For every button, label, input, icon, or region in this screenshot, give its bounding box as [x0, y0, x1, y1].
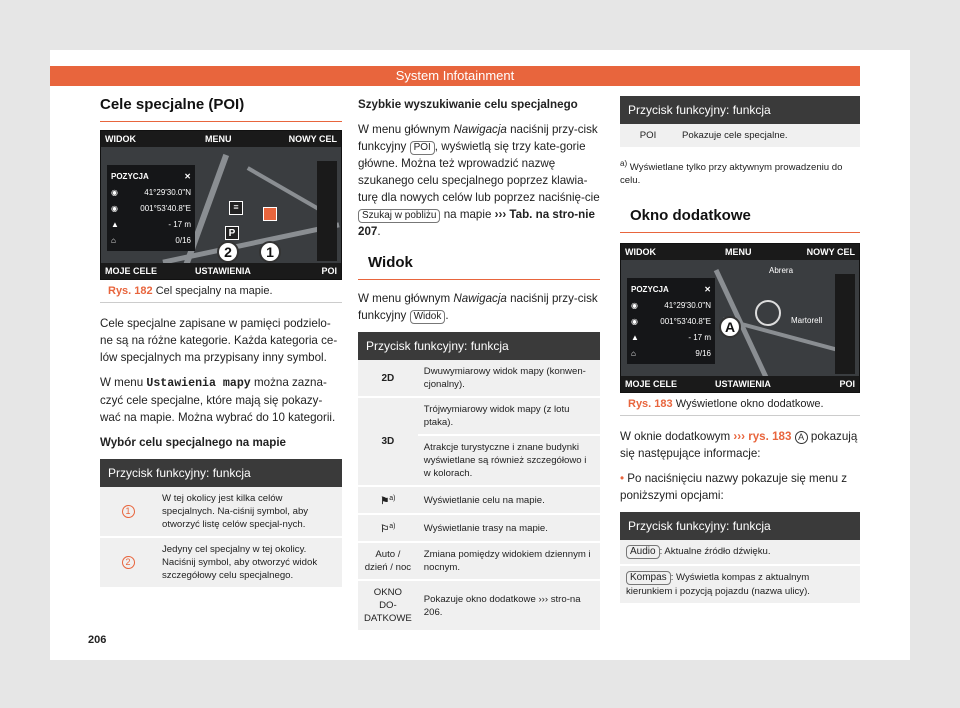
column-left	[100, 96, 342, 597]
close-icon[interactable]: ✕	[704, 285, 711, 295]
chapter-header: System Infotainment	[50, 66, 860, 86]
globe-icon: ◉	[631, 317, 638, 327]
compass-key[interactable]: Kompas	[626, 571, 671, 585]
row-key: Auto / dzień / noc	[358, 542, 418, 580]
table-row	[100, 537, 342, 588]
map-2d-icon: 2D	[381, 372, 395, 384]
footnote: $^{a)}$ Wyświetlane tylko przy aktywnym prowadzeniu do celu.	[620, 159, 843, 187]
table-row: Audio : Aktualne źródło dźwięku.	[620, 540, 860, 565]
figure-caption	[100, 280, 342, 303]
view-key[interactable]: Widok	[410, 310, 446, 324]
globe-icon: ◉	[111, 188, 118, 197]
satellite-count: 9/16	[695, 349, 711, 359]
menu-name: Ustawienia mapy	[146, 377, 251, 390]
poi-function-table	[620, 96, 860, 149]
latitude: 41°29'30.0"N	[144, 188, 191, 197]
paragraph: W menu głównym Nawigacja naciśnij przy-cisk funkcyjny Widok .	[358, 292, 598, 322]
map-menu-button[interactable]: MENU	[725, 247, 752, 258]
map-top-bar	[101, 131, 341, 147]
table-row: Kompas : Wyświetla kompas z aktualnym kierunkiem i pozycją pojazdu (nazwa ulicy).	[620, 565, 860, 604]
paragraph: Cele specjalne zapisane w pamięci podzielo-ne są na różne kategorie. Każda kategoria ce-lów specjalnych ma przypisany inny symbol.	[100, 317, 338, 364]
row-text: Atrakcje turystyczne i znane budynki wyświetlane są również szczegółowo i w kolorach.	[418, 435, 600, 486]
callout-key: 1	[122, 505, 135, 518]
row-text: W tej okolicy jest kilka celów specjalnych. Na-ciśnij symbol, aby otworzyć listę celów specjal-nych.	[156, 487, 342, 537]
table-row: ⚑$^{a)}$ Wyświetlanie celu na mapie.	[358, 486, 600, 514]
figure-number: Rys. 182	[108, 285, 153, 297]
row-text: Wyświetlanie trasy na mapie.	[418, 514, 600, 542]
map-top-bar	[621, 244, 859, 260]
page-number: 206	[88, 634, 107, 646]
extra-window-panel[interactable]	[627, 278, 715, 364]
figure-reference[interactable]: ››› rys. 183	[733, 430, 792, 444]
compass-icon	[755, 300, 781, 326]
map-menu-button[interactable]: MENU	[205, 134, 232, 144]
longitude: 001°53'40.8"E	[660, 317, 711, 327]
extra-window-function-table	[620, 512, 860, 605]
poi-key[interactable]: POI	[410, 141, 435, 155]
settings-button[interactable]: USTAWIENIA	[715, 379, 771, 390]
section-title-view: Widok	[358, 248, 600, 280]
altitude: - 17 m	[688, 333, 711, 343]
my-destinations-button[interactable]: MOJE CELE	[105, 266, 158, 276]
globe-icon: ◉	[631, 301, 638, 311]
bullet-icon: •	[620, 472, 625, 486]
map-road	[723, 317, 850, 355]
row-text: Jedyny cel specjalny w tej okolicy. Naciśnij symbol, aby otworzyć widok szczegółowy celu specjalnego.	[156, 537, 342, 588]
bullet-item: • Po naciśnięciu nazwy pokazuje się menu z poniższymi opcjami:	[620, 472, 848, 503]
map-place-label: Abrera	[769, 266, 794, 276]
position-panel	[107, 165, 195, 251]
map-new-destination-button[interactable]: NOWY CEL	[288, 134, 337, 144]
altitude-icon: ▲	[631, 333, 639, 343]
table-row	[620, 124, 860, 148]
poi-cluster-icon[interactable]: ≡	[229, 201, 243, 215]
function-table	[100, 459, 342, 589]
table-header: Przycisk funkcyjny: funkcja	[620, 512, 860, 540]
satellite-count: 0/16	[175, 236, 191, 245]
table-row	[358, 397, 600, 435]
page-reference[interactable]: ››› Tab. na stro-nie 207	[358, 208, 595, 238]
caption-text: Cel specjalny na mapie.	[155, 285, 273, 297]
poi-button[interactable]: POI	[839, 379, 855, 390]
gps-icon: ⌂	[631, 349, 636, 359]
row-key: POI	[620, 124, 676, 148]
table-row	[358, 360, 600, 397]
poi-single-icon[interactable]	[263, 207, 277, 221]
callout-key: A	[795, 431, 808, 444]
row-text: Pokazuje okno dodatkowe ››› stro-na 206.	[418, 580, 600, 631]
table-header: Przycisk funkcyjny: funkcja	[620, 96, 860, 124]
map-bottom-bar	[101, 263, 341, 279]
map-place-label: Martorell	[791, 316, 823, 326]
callout-a: A	[719, 316, 741, 338]
figure-number: Rys. 183	[628, 398, 673, 411]
row-text: Zmiana pomiędzy widokiem dziennym i nocnym.	[418, 542, 600, 580]
destination-flag-icon: ⚑	[380, 496, 390, 508]
paragraph: W menu głównym Nawigacja naciśnij przy-cisk funkcyjny POI , wyświetlą się trzy kate-gorie główne. Można też wprowadzić nazwę szukanego celu specjalnego poprzez klawia-turę dla nowych celów lub poprzez naciśnię-cie Szukaj w pobliżu na mapie ››› Tab. na stro-nie 207.	[358, 123, 600, 238]
altitude-icon: ▲	[111, 220, 119, 229]
callout-key: 2	[122, 556, 135, 569]
globe-icon: ◉	[111, 204, 118, 213]
map-bottom-bar	[621, 376, 859, 392]
my-destinations-button[interactable]: MOJE CELE	[625, 379, 678, 390]
altitude: - 17 m	[168, 220, 191, 229]
column-middle	[358, 96, 600, 640]
figure-extra-window-map	[620, 243, 860, 393]
row-text: Wyświetlanie celu na mapie.	[418, 486, 600, 514]
map-view-button[interactable]: WIDOK	[105, 134, 136, 144]
table-row	[358, 542, 600, 580]
section-title-extra-window: Okno dodatkowe	[620, 201, 860, 233]
callout-1: 1	[259, 241, 281, 263]
callout-2: 2	[217, 241, 239, 263]
figure-caption	[620, 393, 860, 416]
map-view-button[interactable]: WIDOK	[625, 247, 656, 258]
subheading: Szybkie wyszukiwanie celu specjalnego	[358, 98, 578, 111]
row-text: Trójwymiarowy widok mapy (z lotu ptaka).	[418, 397, 600, 435]
map-scale-strip	[317, 161, 337, 261]
table-row: ⚐$^{a)}$ Wyświetlanie trasy na mapie.	[358, 514, 600, 542]
subheading: Wybór celu specjalnego na mapie	[100, 436, 286, 449]
table-header: Przycisk funkcyjny: funkcja	[100, 459, 342, 487]
table-row	[100, 487, 342, 537]
paragraph: W oknie dodatkowym ››› rys. 183 A pokazują się następujące informacje:	[620, 430, 858, 461]
row-key: OKNO DO-DATKOWE	[358, 580, 418, 631]
latitude: 41°29'30.0"N	[664, 301, 711, 311]
paragraph: W menu Ustawienia mapy można zazna-czyć cele specjalne, które mają się pokazy-wać na mapie. Można wybrać do 10 kategorii.	[100, 376, 336, 424]
row-text: Pokazuje cele specjalne.	[676, 124, 860, 148]
column-right	[620, 96, 860, 613]
view-function-table	[358, 332, 600, 632]
search-nearby-key[interactable]: Szukaj w pobliżu	[358, 209, 440, 223]
section-title-poi: Cele specjalne (POI)	[100, 96, 342, 122]
caption-text: Wyświetlone okno dodatkowe.	[675, 398, 824, 411]
audio-key[interactable]: Audio	[626, 545, 660, 559]
figure-poi-map	[100, 130, 342, 280]
table-row	[358, 580, 600, 631]
row-text: Dwuwymiarowy widok mapy (konwen-cjonalny).	[418, 360, 600, 397]
settings-button[interactable]: USTAWIENIA	[195, 266, 251, 276]
table-header: Przycisk funkcyjny: funkcja	[358, 332, 600, 360]
map-3d-icon: 3D	[381, 436, 395, 447]
panel-title[interactable]: POZYCJA	[631, 285, 669, 295]
map-new-destination-button[interactable]: NOWY CEL	[806, 247, 855, 258]
parking-icon: P	[225, 226, 239, 240]
map-scale-strip	[835, 274, 855, 374]
close-icon[interactable]: ✕	[184, 172, 191, 181]
route-flag-icon: ⚐	[380, 524, 390, 536]
panel-title: POZYCJA	[111, 172, 149, 181]
poi-button[interactable]: POI	[321, 266, 337, 276]
gps-icon: ⌂	[111, 236, 116, 245]
longitude: 001°53'40.8"E	[140, 204, 191, 213]
